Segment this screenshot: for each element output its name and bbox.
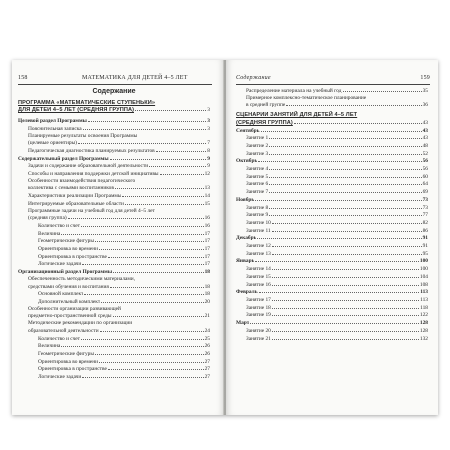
toc-entry bbox=[236, 273, 428, 281]
toc-entry-page: 132 bbox=[419, 335, 428, 342]
toc-entry bbox=[18, 133, 210, 140]
leader-dots bbox=[272, 273, 419, 278]
toc-entry-text: Пояснительная записка bbox=[28, 125, 82, 132]
toc-entry-page: 17 bbox=[204, 230, 210, 237]
toc-entry-page: 43 bbox=[422, 127, 428, 134]
toc-entry bbox=[18, 312, 210, 320]
leader-dots bbox=[269, 142, 421, 147]
toc-entry bbox=[236, 180, 428, 188]
toc-entry bbox=[18, 208, 210, 215]
leader-dots bbox=[269, 204, 421, 209]
toc-entry-text: Февраль bbox=[236, 289, 258, 296]
toc-entry bbox=[18, 276, 210, 283]
leader-dots bbox=[269, 188, 421, 193]
toc-entry bbox=[236, 188, 428, 196]
toc-entry-text: Характеристики реализации Программы bbox=[28, 193, 122, 200]
left-entry-list bbox=[18, 117, 210, 381]
toc-entry-page: 56 bbox=[422, 166, 428, 173]
leader-dots bbox=[99, 245, 204, 250]
left-page-number: 158 bbox=[18, 75, 28, 81]
toc-entry-text: Логические задачи bbox=[38, 261, 82, 268]
leader-dots bbox=[272, 304, 419, 309]
leader-dots bbox=[108, 253, 204, 258]
leader-dots bbox=[255, 257, 418, 262]
toc-entry-text: Организационный раздел Программы bbox=[18, 269, 113, 276]
toc-entry bbox=[236, 227, 428, 235]
leader-dots bbox=[156, 147, 207, 152]
toc-entry-page: 100 bbox=[419, 258, 428, 265]
toc-entry bbox=[18, 184, 210, 192]
leader-dots bbox=[258, 157, 421, 162]
toc-entry bbox=[18, 155, 210, 163]
toc-entry-page: 43 bbox=[422, 135, 428, 142]
toc-entry bbox=[236, 296, 428, 304]
leader-dots bbox=[81, 222, 204, 227]
leader-dots bbox=[160, 170, 204, 175]
leader-dots bbox=[149, 162, 206, 167]
leader-dots bbox=[272, 296, 419, 301]
scenarios-title-line2: (СРЕДНЯЯ ГРУППА) bbox=[236, 119, 293, 126]
toc-entry-page: 16 bbox=[204, 222, 210, 229]
leader-dots bbox=[269, 150, 421, 155]
leader-dots bbox=[83, 125, 207, 130]
leader-dots bbox=[125, 200, 204, 205]
toc-entry-text: Сентябрь bbox=[236, 127, 260, 134]
toc-entry bbox=[18, 230, 210, 238]
toc-entry bbox=[18, 327, 210, 335]
toc-entry-text: Занятие 14 bbox=[246, 266, 271, 273]
toc-entry-text: Задачи и содержание образовательной деятельности bbox=[28, 163, 149, 170]
leader-dots bbox=[261, 127, 422, 132]
toc-entry-text: (целевые ориентиры) bbox=[28, 140, 77, 147]
toc-entry-page: 48 bbox=[422, 142, 428, 149]
leader-dots bbox=[110, 283, 204, 288]
toc-entry-text: Занятие 12 bbox=[246, 243, 271, 250]
toc-entry-page: 73 bbox=[422, 204, 428, 211]
toc-heading: Содержание bbox=[92, 88, 136, 95]
toc-entry-page: 128 bbox=[419, 327, 428, 334]
toc-entry bbox=[236, 319, 428, 327]
toc-entry-text: образовательной деятельности bbox=[28, 327, 99, 334]
leader-dots bbox=[269, 173, 421, 178]
toc-entry-page: 86 bbox=[422, 227, 428, 234]
right-toc bbox=[236, 87, 428, 342]
leader-dots bbox=[61, 230, 203, 235]
toc-entry bbox=[236, 257, 428, 265]
leader-dots bbox=[82, 373, 203, 378]
right-entry-list bbox=[236, 127, 428, 343]
toc-entry-text: Занятие 17 bbox=[246, 296, 271, 303]
toc-entry bbox=[236, 165, 428, 173]
toc-entry-page: 3 bbox=[207, 118, 210, 125]
toc-entry-page: 20 bbox=[204, 298, 210, 305]
toc-entry-page: 7 bbox=[207, 140, 210, 147]
toc-entry-text: Особенности взаимодействия педагогического bbox=[28, 177, 136, 184]
toc-entry-text: Март bbox=[236, 320, 250, 327]
leader-dots bbox=[82, 260, 203, 265]
toc-entry-text: Ориентировка во времени bbox=[38, 246, 98, 253]
toc-entry bbox=[236, 311, 428, 319]
leader-dots bbox=[269, 180, 421, 185]
toc-entry-page: 9 bbox=[207, 155, 210, 162]
toc-entry-page: 17 bbox=[204, 261, 210, 268]
toc-entry bbox=[18, 192, 210, 200]
toc-entry-text: Ориентировка в пространстве bbox=[38, 366, 107, 373]
program-page: 3 bbox=[207, 107, 210, 114]
toc-entry bbox=[18, 260, 210, 268]
toc-entry-text: Занятие 10 bbox=[246, 219, 271, 226]
toc-entry-text: Ориентировка в пространстве bbox=[38, 253, 107, 260]
toc-entry-page: 21 bbox=[204, 313, 210, 320]
toc-entry bbox=[18, 170, 210, 178]
toc-entry-text: Количество и счет bbox=[38, 335, 81, 342]
toc-entry-page: 26 bbox=[204, 343, 210, 350]
toc-entry-page: 25 bbox=[204, 335, 210, 342]
toc-entry bbox=[236, 173, 428, 181]
toc-entry-page: 27 bbox=[204, 374, 210, 381]
leader-dots bbox=[81, 335, 204, 340]
toc-entry bbox=[236, 157, 428, 165]
leader-dots bbox=[255, 196, 421, 201]
toc-entry bbox=[18, 245, 210, 253]
toc-entry-page: 60 bbox=[422, 173, 428, 180]
toc-entry-text: Логические задачи bbox=[38, 374, 82, 381]
toc-entry-page: 64 bbox=[422, 181, 428, 188]
toc-entry bbox=[236, 150, 428, 158]
toc-entry-page: 108 bbox=[419, 281, 428, 288]
toc-entry-text: Обеспеченность методическими материалами, bbox=[28, 275, 136, 282]
toc-entry-text: Занятие 11 bbox=[246, 227, 271, 234]
toc-entry-text: Педагогическая диагностика планируемых результатов bbox=[28, 147, 155, 154]
toc-entry-page: 18 bbox=[204, 291, 210, 298]
toc-entry-page: 13 bbox=[204, 185, 210, 192]
toc-entry-page: 16 bbox=[204, 215, 210, 222]
toc-entry bbox=[18, 373, 210, 381]
leader-dots bbox=[272, 250, 422, 255]
toc-entry-page: 27 bbox=[204, 358, 210, 365]
toc-entry-text: в средней группе bbox=[246, 102, 286, 109]
leader-dots bbox=[122, 192, 203, 197]
leader-dots bbox=[272, 327, 419, 332]
toc-entry bbox=[236, 281, 428, 289]
toc-entry-page: 91 bbox=[422, 243, 428, 250]
toc-entry bbox=[236, 219, 428, 227]
toc-entry bbox=[18, 222, 210, 230]
toc-entry bbox=[236, 87, 428, 95]
toc-entry-page: 95 bbox=[422, 250, 428, 257]
leader-dots bbox=[95, 237, 204, 242]
toc-entry-page: 8 bbox=[207, 147, 210, 154]
toc-entry-text: Занятие 6 bbox=[246, 181, 269, 188]
toc-entry-text: Занятие 13 bbox=[246, 250, 271, 257]
toc-entry bbox=[18, 335, 210, 343]
scenarios-title-line1: СЦЕНАРИИ ЗАНЯТИЙ ДЛЯ ДЕТЕЙ 4–5 ЛЕТ bbox=[236, 112, 358, 119]
scenarios-title-row bbox=[236, 119, 428, 127]
toc-entry bbox=[236, 288, 428, 296]
leader-dots bbox=[135, 106, 206, 111]
toc-entry-text: (средняя группа) bbox=[28, 215, 67, 222]
toc-entry bbox=[236, 234, 428, 242]
toc-entry-page: 73 bbox=[422, 196, 428, 203]
toc-entry-page: 14 bbox=[204, 193, 210, 200]
toc-entry-text: коллектива с семьями воспитанников bbox=[28, 185, 114, 192]
toc-entry-text: Занятие 18 bbox=[246, 304, 271, 311]
toc-entry-text: Величина bbox=[38, 343, 61, 350]
right-running-head bbox=[236, 74, 430, 85]
toc-entry-text: Ориентировка во времени bbox=[38, 358, 98, 365]
toc-entry bbox=[18, 350, 210, 358]
toc-entry bbox=[18, 139, 210, 147]
left-page bbox=[12, 60, 224, 415]
toc-entry-text: Методические рекомендации по организации bbox=[28, 320, 133, 327]
scenarios-page: 43 bbox=[422, 119, 428, 126]
open-book bbox=[12, 60, 438, 415]
toc-entry-page: 18 bbox=[204, 269, 210, 276]
leader-dots bbox=[272, 335, 419, 340]
toc-entry bbox=[18, 283, 210, 291]
toc-entry bbox=[18, 320, 210, 327]
leader-dots bbox=[286, 101, 421, 106]
leader-dots bbox=[68, 214, 204, 219]
toc-entry-page: 104 bbox=[419, 273, 428, 280]
program-title-line1: ПРОГРАММА «МАТЕМАТИЧЕСКИЕ СТУПЕНЬКИ» bbox=[18, 99, 156, 106]
toc-entry-text: предметно-пространственной среды bbox=[28, 313, 112, 320]
leader-dots bbox=[88, 117, 206, 122]
toc-entry-text: Занятие 16 bbox=[246, 281, 271, 288]
toc-entry bbox=[18, 200, 210, 208]
toc-entry-page: 17 bbox=[204, 246, 210, 253]
leader-dots bbox=[272, 227, 422, 232]
leader-dots bbox=[269, 165, 421, 170]
toc-entry-text: Содержательный раздел Программы bbox=[18, 155, 109, 162]
toc-entry-text: Занятие 19 bbox=[246, 312, 271, 319]
toc-entry-page: 77 bbox=[422, 212, 428, 219]
toc-entry-page: 24 bbox=[204, 327, 210, 334]
toc-entry bbox=[18, 342, 210, 350]
toc-entry-text: Геометрические фигуры bbox=[38, 350, 94, 357]
toc-entry bbox=[18, 237, 210, 245]
toc-entry-text: Занятие 21 bbox=[246, 335, 271, 342]
toc-entry bbox=[236, 134, 428, 142]
toc-entry-text: Дополнительный комплект bbox=[38, 298, 101, 305]
toc-entry-text: Январь bbox=[236, 258, 255, 265]
left-running-head bbox=[18, 74, 212, 85]
toc-entry-text: Примерное комплексно-тематическое планирование bbox=[246, 94, 367, 101]
toc-entry-page: 82 bbox=[422, 219, 428, 226]
leader-dots bbox=[99, 358, 204, 363]
toc-entry bbox=[236, 142, 428, 150]
toc-entry bbox=[236, 211, 428, 219]
toc-entry-page: 113 bbox=[420, 296, 428, 303]
leader-dots bbox=[101, 298, 203, 303]
toc-entry bbox=[236, 250, 428, 258]
toc-entry-text: Занятие 3 bbox=[246, 150, 269, 157]
left-toc bbox=[18, 87, 210, 381]
leader-dots bbox=[78, 139, 206, 144]
toc-entry bbox=[18, 290, 210, 298]
toc-entry-page: 18 bbox=[204, 283, 210, 290]
toc-entry-page: 17 bbox=[204, 253, 210, 260]
toc-entry-page: 3 bbox=[207, 125, 210, 132]
toc-entry-text: Программные задачи на учебный год для детей 4–5 лет bbox=[28, 207, 155, 214]
program-title-line2: ДЛЯ ДЕТЕЙ 4–5 ЛЕТ (СРЕДНЯЯ ГРУППА) bbox=[18, 107, 135, 114]
toc-entry bbox=[236, 327, 428, 335]
toc-entry-text: Ноябрь bbox=[236, 196, 255, 203]
toc-entry-text: Геометрические фигуры bbox=[38, 238, 94, 245]
toc-entry-text: Способы и направления поддержки детской инициативы bbox=[28, 171, 159, 178]
toc-entry-text: Занятие 20 bbox=[246, 327, 271, 334]
toc-entry-text: Занятие 9 bbox=[246, 212, 269, 219]
leader-dots bbox=[61, 342, 203, 347]
toc-entry-page: 36 bbox=[422, 102, 428, 109]
leader-dots bbox=[113, 268, 204, 273]
toc-entry bbox=[236, 304, 428, 312]
right-page bbox=[226, 60, 438, 415]
toc-entry-text: Целевой раздел Программы bbox=[18, 118, 87, 125]
left-running-title: МАТЕМАТИКА ДЛЯ ДЕТЕЙ 4–5 ЛЕТ bbox=[82, 75, 188, 81]
right-page-number: 159 bbox=[420, 75, 430, 81]
leader-dots bbox=[108, 365, 204, 370]
toc-entry-page: 128 bbox=[419, 320, 428, 327]
toc-entry-page: 12 bbox=[204, 171, 210, 178]
leader-dots bbox=[259, 288, 420, 293]
toc-entry-page: 91 bbox=[422, 235, 428, 242]
toc-entry bbox=[18, 365, 210, 373]
toc-entry-text: Занятие 8 bbox=[246, 204, 269, 211]
toc-entry bbox=[18, 268, 210, 276]
toc-entry-page: 17 bbox=[204, 238, 210, 245]
leader-dots bbox=[100, 327, 204, 332]
toc-entry bbox=[236, 196, 428, 204]
toc-entry-page: 56 bbox=[422, 158, 428, 165]
toc-entry-text: Основной комплект bbox=[38, 291, 84, 298]
toc-entry bbox=[236, 127, 428, 135]
toc-entry-page: 35 bbox=[422, 88, 428, 94]
toc-entry-page: 69 bbox=[422, 189, 428, 196]
toc-entry bbox=[18, 298, 210, 306]
toc-entry bbox=[236, 204, 428, 212]
toc-entry-text: Интегрируемые образовательные области bbox=[28, 200, 124, 207]
toc-entry-page: 122 bbox=[419, 312, 428, 319]
toc-entry-page: 118 bbox=[420, 304, 428, 311]
toc-entry-page: 52 bbox=[422, 150, 428, 157]
leader-dots bbox=[272, 219, 422, 224]
leader-dots bbox=[113, 312, 204, 317]
right-top-entry-list bbox=[236, 87, 428, 109]
toc-entry bbox=[18, 162, 210, 170]
leader-dots bbox=[272, 281, 419, 286]
toc-entry bbox=[18, 306, 210, 313]
toc-entry-page: 113 bbox=[420, 289, 428, 296]
leader-dots bbox=[95, 350, 204, 355]
toc-entry bbox=[18, 178, 210, 185]
toc-entry-text: Занятие 2 bbox=[246, 142, 269, 149]
toc-entry-page: 26 bbox=[204, 350, 210, 357]
toc-entry-text: Октябрь bbox=[236, 158, 258, 165]
leader-dots bbox=[257, 234, 421, 239]
leader-dots bbox=[84, 290, 203, 295]
toc-entry bbox=[18, 125, 210, 133]
toc-entry bbox=[18, 147, 210, 155]
toc-entry bbox=[18, 214, 210, 222]
leader-dots bbox=[269, 134, 421, 139]
toc-entry-text: Распределение материала на учебный год bbox=[246, 88, 342, 94]
toc-entry bbox=[236, 335, 428, 343]
leader-dots bbox=[272, 242, 422, 247]
leader-dots bbox=[343, 87, 422, 92]
leader-dots bbox=[250, 319, 419, 324]
toc-entry bbox=[18, 253, 210, 261]
toc-entry bbox=[236, 265, 428, 273]
leader-dots bbox=[115, 184, 204, 189]
leader-dots bbox=[110, 155, 207, 160]
toc-entry-page: 9 bbox=[207, 163, 210, 170]
toc-entry bbox=[18, 358, 210, 366]
toc-entry-text: Планируемые результаты освоения Программы bbox=[28, 132, 138, 139]
toc-entry-text: Занятие 4 bbox=[246, 166, 269, 173]
program-title-row bbox=[18, 106, 210, 114]
leader-dots bbox=[269, 211, 421, 216]
toc-entry bbox=[236, 101, 428, 109]
toc-entry bbox=[18, 117, 210, 125]
toc-entry-text: средствами обучения и воспитания bbox=[28, 283, 109, 290]
toc-entry-text: Занятие 15 bbox=[246, 273, 271, 280]
toc-entry-text: Занятие 5 bbox=[246, 173, 269, 180]
toc-entry-text: Декабрь bbox=[236, 235, 257, 242]
right-running-title: Содержание bbox=[236, 75, 271, 81]
toc-entry bbox=[236, 95, 428, 102]
toc-entry-text: Количество и счет bbox=[38, 222, 81, 229]
leader-dots bbox=[272, 311, 419, 316]
toc-entry-text: Занятие 1 bbox=[246, 135, 269, 142]
leader-dots bbox=[272, 265, 419, 270]
toc-entry-text: Величина bbox=[38, 230, 61, 237]
leader-dots bbox=[294, 119, 422, 124]
toc-entry-page: 15 bbox=[204, 200, 210, 207]
toc-entry-text: Особенности организации развивающей bbox=[28, 305, 121, 312]
toc-entry-page: 100 bbox=[419, 266, 428, 273]
toc-entry-page: 27 bbox=[204, 366, 210, 373]
toc-entry-text: Занятие 7 bbox=[246, 189, 269, 196]
toc-entry bbox=[236, 242, 428, 250]
